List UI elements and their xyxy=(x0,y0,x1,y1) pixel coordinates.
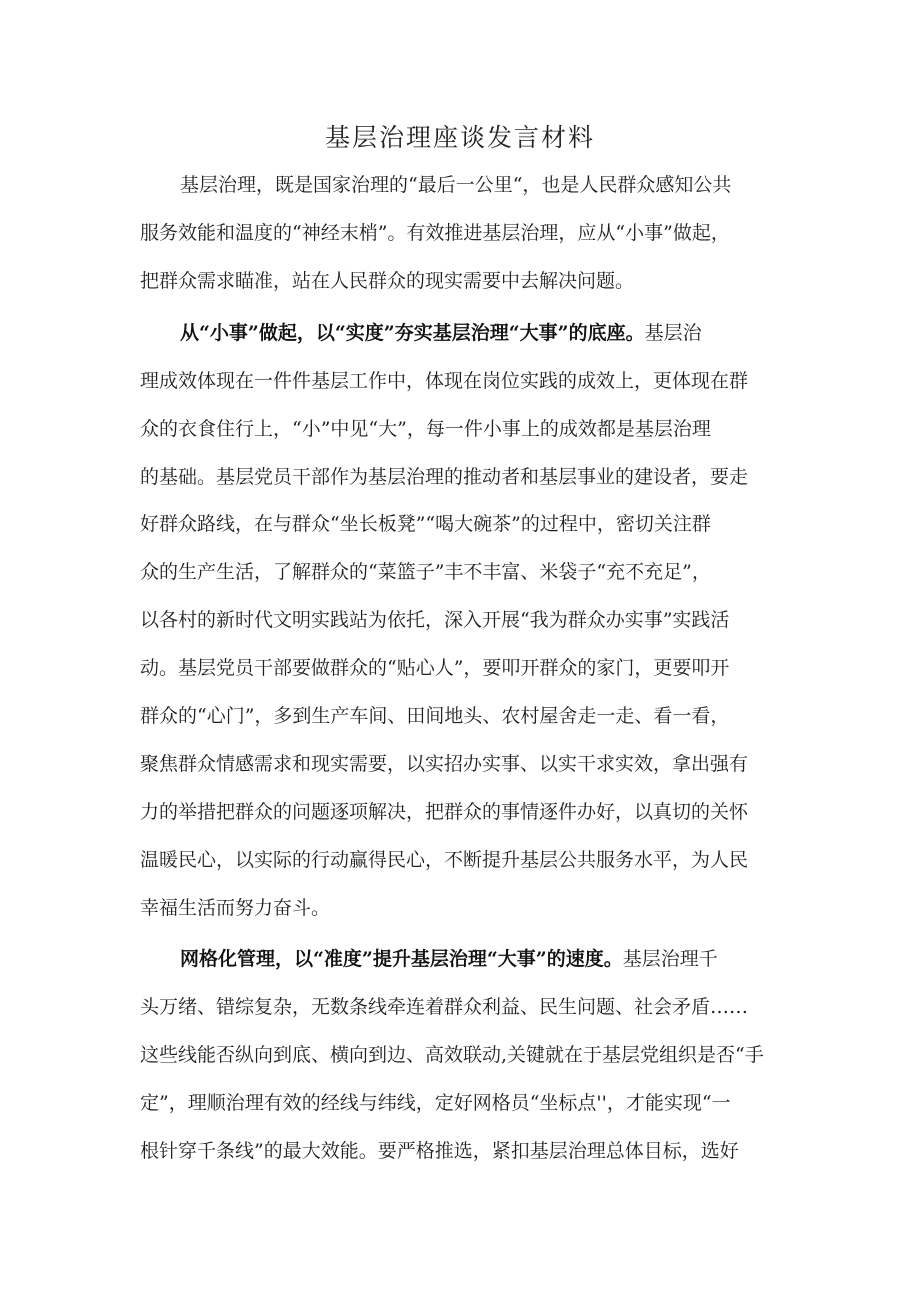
paragraph-line: 好群众路线，在与群众“坐长板凳”“喝大碗茶”的过程中，密切关注群 xyxy=(140,513,711,535)
paragraph-line: 以各村的新时代文明实践站为依托，深入开展“我为群众办实事”实践活 xyxy=(140,609,730,631)
document-title: 基层治理座谈发言材料 xyxy=(324,123,595,152)
paragraph-line: 把群众需求瞄准，站在人民群众的现实需要中去解决问题。 xyxy=(140,270,635,292)
paragraph-line: 基层治理，既是国家治理的“最后一公里“，也是人民群众感知公共 xyxy=(180,174,732,196)
paragraph-line: 群众的“心门”，多到生产车间、田间地头、农村屋舍走一走、看一看， xyxy=(140,705,730,727)
paragraph-line: 头万绪、错综复杂，无数条线牵连着群众利益、民生问题、社会矛盾…… xyxy=(140,996,749,1018)
paragraph-line: 动。基层党员干部要做群众的“贴心人”，要叩开群众的家门，更要叩开 xyxy=(140,657,730,679)
paragraph-line: 这些线能否纵向到底、横向到边、高效联动,关键就在于基层党组织是否“手 xyxy=(140,1044,764,1066)
section-heading: 从“小事”做起，以“实度”夯实基层治理“大事”的底座。 xyxy=(180,322,645,344)
paragraph-line: 服务效能和温度的“神经末梢”。有效推进基层治理，应从“小事”做起， xyxy=(140,222,730,244)
paragraph-line: 众的生产生活，了解群众的“菜篮子”丰不丰富、米袋子“充不充足”， xyxy=(140,561,711,583)
paragraph-line: 幸福生活而努力奋斗。 xyxy=(140,897,331,919)
paragraph-line: 众的衣食住行上，“小”中见“大”，每一件小事上的成效都是基层治理 xyxy=(140,418,711,440)
paragraph-line: 根针穿千条线”的最大效能。要严格推选，紧扣基层治理总体目标，选好 xyxy=(140,1140,739,1162)
section-heading-line xyxy=(180,321,702,345)
paragraph-line: 的基础。基层党员干部作为基层治理的推动者和基层事业的建设者，要走 xyxy=(140,466,749,488)
section-lead-text: 基层治理千 xyxy=(622,948,718,970)
section-heading: 网格化管理，以“准度”提升基层治理“大事”的速度。 xyxy=(180,948,623,970)
paragraph-line: 定”，理顺治理有效的经线与纬线，定好网格员“坐标点''，才能实现“一 xyxy=(140,1092,731,1114)
paragraph-line: 温暖民心，以实际的行动赢得民心，不断提升基层公共服务水平，为人民 xyxy=(140,849,749,871)
paragraph-line: 聚焦群众情感需求和现实需要，以实招办实事、以实干求实效，拿出强有 xyxy=(140,753,749,775)
section-heading-line xyxy=(180,947,718,971)
section-lead-text: 基层治 xyxy=(644,322,702,344)
paragraph-line: 力的举措把群众的问题逐项解决，把群众的事情逐件办好，以真切的关怀 xyxy=(140,801,749,823)
paragraph-line: 理成效体现在一件件基层工作中，体现在岗位实践的成效上，更体现在群 xyxy=(140,370,749,392)
